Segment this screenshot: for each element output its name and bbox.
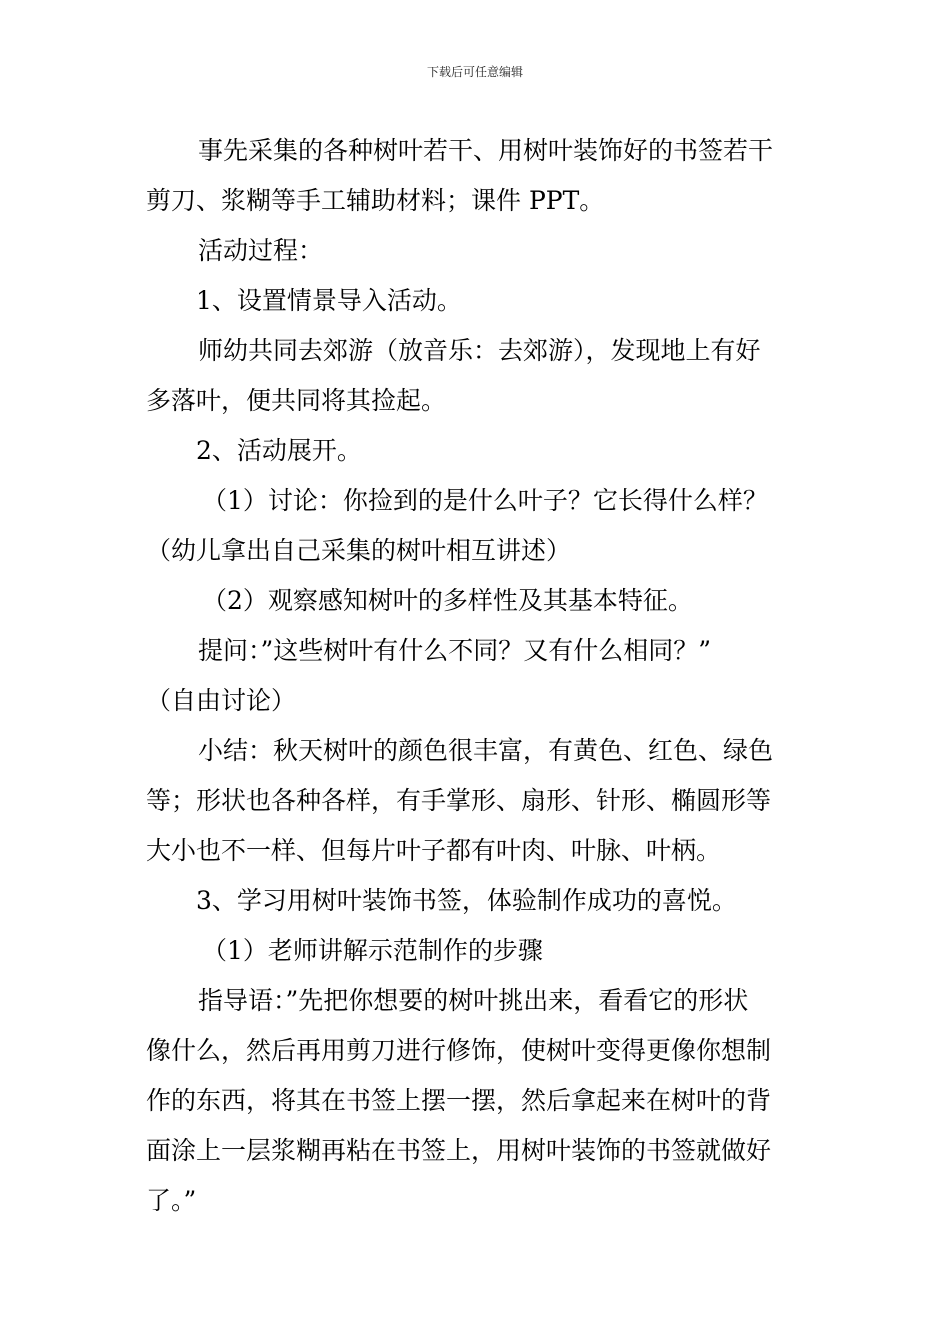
paragraph-line: （幼儿拿出自己采集的树叶相互讲述） [146, 536, 572, 565]
paragraph-line: 作的东西，将其在书签上摆一摆，然后拿起来在树叶的背 [146, 1086, 772, 1115]
paragraph-line: 剪刀、浆糊等手工辅助材料；课件 PPT。 [146, 186, 605, 215]
paragraph-line: （2）观察感知树叶的多样性及其基本特征。 [202, 586, 693, 615]
paragraph-line: 指导语：”先把你想要的树叶挑出来，看看它的形状 [198, 986, 749, 1015]
paragraph-line: 提问：”这些树叶有什么不同？又有什么相同？” [198, 636, 712, 665]
paragraph-line: 像什么，然后再用剪刀进行修饰，使树叶变得更像你想制 [146, 1036, 772, 1065]
paragraph-line: 活动过程： [198, 236, 324, 265]
paragraph-line: 事先采集的各种树叶若干、用树叶装饰好的书签若干 [198, 136, 774, 165]
paragraph-line: 小结：秋天树叶的颜色很丰富，有黄色、红色、绿色 [198, 736, 774, 765]
paragraph-line: 2、活动展开。 [196, 436, 362, 465]
paragraph-line: 1、设置情景导入活动。 [196, 286, 462, 315]
page-header: 下载后可任意编辑 [426, 65, 523, 79]
paragraph-line: （自由讨论） [146, 686, 297, 715]
paragraph-line: 多落叶，便共同将其捡起。 [146, 386, 447, 415]
paragraph-line: 了。” [146, 1186, 197, 1215]
document-body [146, 126, 812, 1226]
paragraph-line: 面涂上一层浆糊再粘在书签上，用树叶装饰的书签就做好 [146, 1136, 772, 1165]
paragraph-line: 等；形状也各种各样，有手掌形、扇形、针形、椭圆形等 [146, 786, 772, 815]
paragraph-line: 师幼共同去郊游（放音乐：去郊游），发现地上有好 [198, 336, 761, 365]
paragraph-line: 3、学习用树叶装饰书签，体验制作成功的喜悦。 [196, 886, 737, 915]
paragraph-line: 大小也不一样、但每片叶子都有叶肉、叶脉、叶柄。 [146, 836, 722, 865]
paragraph-line: （1）老师讲解示范制作的步骤 [202, 936, 543, 965]
paragraph-line: （1）讨论：你捡到的是什么叶子？它长得什么样？ [202, 486, 768, 515]
